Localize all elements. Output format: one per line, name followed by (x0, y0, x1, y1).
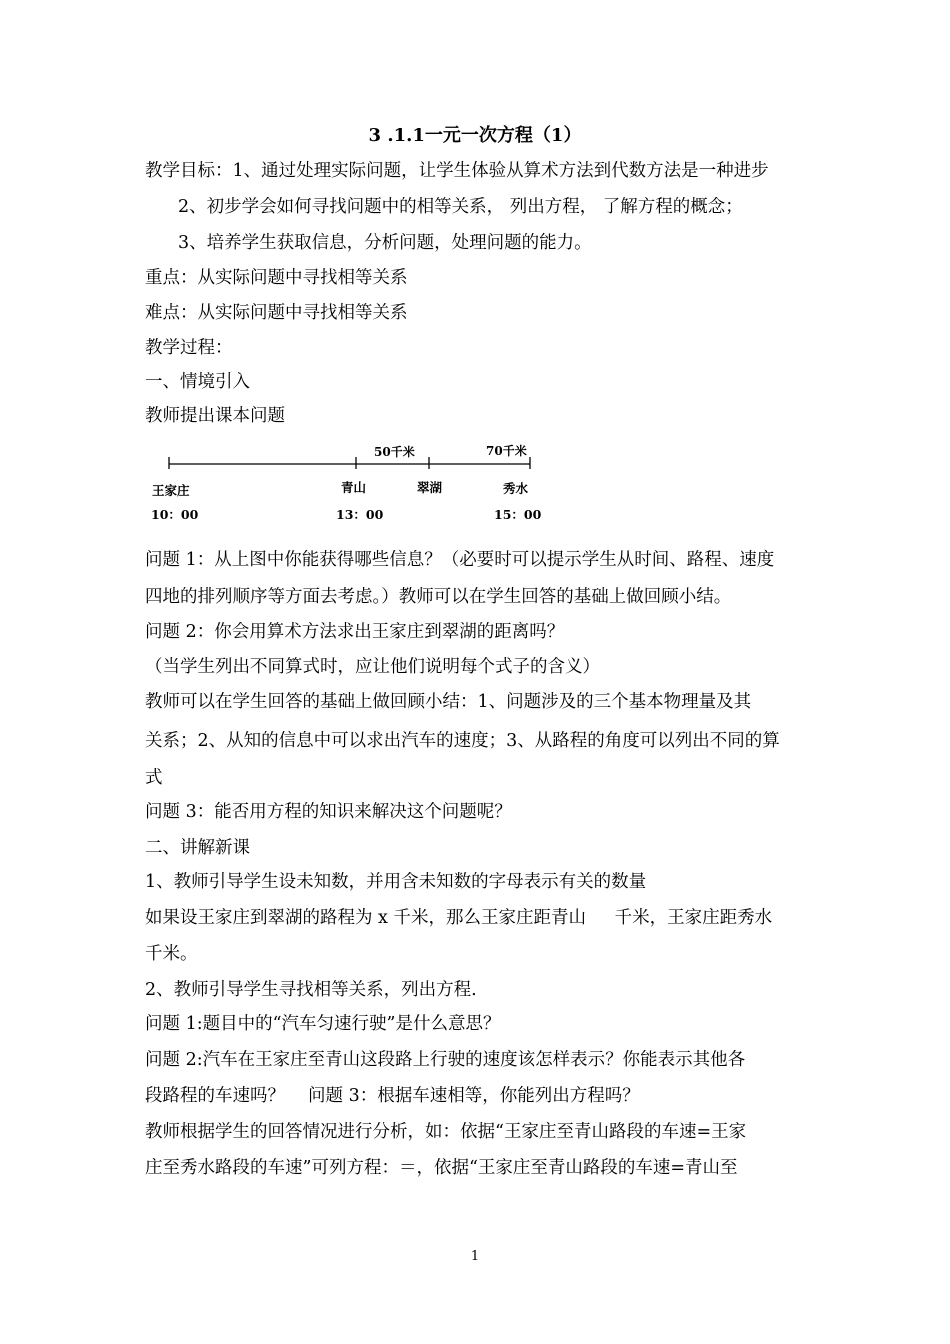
time-xiushui: 15：00 (494, 507, 542, 522)
text-line: 问题 1：从上图中你能获得哪些信息？（必要时可以提示学生从时间、路程、速度 (145, 550, 775, 570)
text-line: 问题 1:题目中的“汽车匀速行驶”是什么意思？ (145, 1014, 501, 1034)
text-line: 重点：从实际问题中寻找相等关系 (145, 268, 408, 288)
place-qingshan: 青山 (341, 480, 367, 495)
text-line: 问题 2:汽车在王家庄至青山这段路上行驶的速度该怎样表示？你能表示其他各 (145, 1050, 746, 1070)
text-line: （当学生列出不同算式时，应让他们说明每个式子的含义） (145, 657, 600, 677)
text-line: 2、初步学会如何寻找问题中的相等关系， 列出方程， 了解方程的概念； (178, 197, 743, 217)
text-line: 教学过程： (145, 338, 233, 358)
text-line: 式 (145, 768, 163, 788)
time-qingshan: 13：00 (336, 507, 384, 522)
text-line: 教师可以在学生回答的基础上做回顾小结：1、问题涉及的三个基本物理量及其 (145, 692, 752, 712)
text-line: 一、情境引入 (145, 372, 250, 392)
text-line: 庄至秀水路段的车速”可列方程：＝，依据“王家庄至青山路段的车速=青山至 (145, 1158, 738, 1178)
text-line: 千米。 (145, 944, 198, 964)
page-number: 1 (470, 1249, 480, 1264)
text-line: 问题 3：能否用方程的知识来解决这个问题呢？ (145, 802, 512, 822)
text-line: 关系；2、从知的信息中可以求出汽车的速度；3、从路程的角度可以列出不同的算 (145, 731, 780, 751)
distance-label-70: 70千米 (486, 444, 527, 458)
text-line: 教师根据学生的回答情况进行分析，如：依据“王家庄至青山路段的车速=王家 (145, 1122, 747, 1142)
text-line: 2、教师引导学生寻找相等关系，列出方程. (145, 980, 477, 1000)
text-line: 如果设王家庄到翠湖的路程为 x 千米，那么王家庄距青山 千米，王家庄距秀水 (145, 908, 773, 928)
text-line: 问题 2：你会用算术方法求出王家庄到翠湖的距离吗？ (145, 622, 565, 642)
text-line: 3、培养学生获取信息，分析问题，处理问题的能力。 (178, 233, 592, 253)
place-xiushui: 秀水 (503, 481, 529, 496)
text-line: 1、教师引导学生设未知数，并用含未知数的字母表示有关的数量 (145, 872, 647, 892)
route-diagram (140, 436, 550, 532)
place-wangjiazhuang: 王家庄 (152, 483, 190, 498)
place-cuihu: 翠湖 (417, 480, 443, 495)
text-line: 教学目标：1、通过处理实际问题，让学生体验从算术方法到代数方法是一种进步 (145, 161, 769, 181)
distance-label-50: 50千米 (374, 445, 415, 459)
text-line: 教师提出课本问题 (145, 406, 285, 426)
text-line: 二、讲解新课 (145, 838, 250, 858)
text-line: 难点：从实际问题中寻找相等关系 (145, 303, 408, 323)
document-title: 3 .1.1一元一次方程（1） (368, 125, 582, 146)
text-line: 四地的排列顺序等方面去考虑。）教师可以在学生回答的基础上做回顾小结。 (145, 587, 732, 607)
text-line: 段路程的车速吗？ 问题 3：根据车速相等，你能列出方程吗？ (145, 1086, 640, 1106)
time-wangjiazhuang: 10：00 (151, 507, 199, 522)
